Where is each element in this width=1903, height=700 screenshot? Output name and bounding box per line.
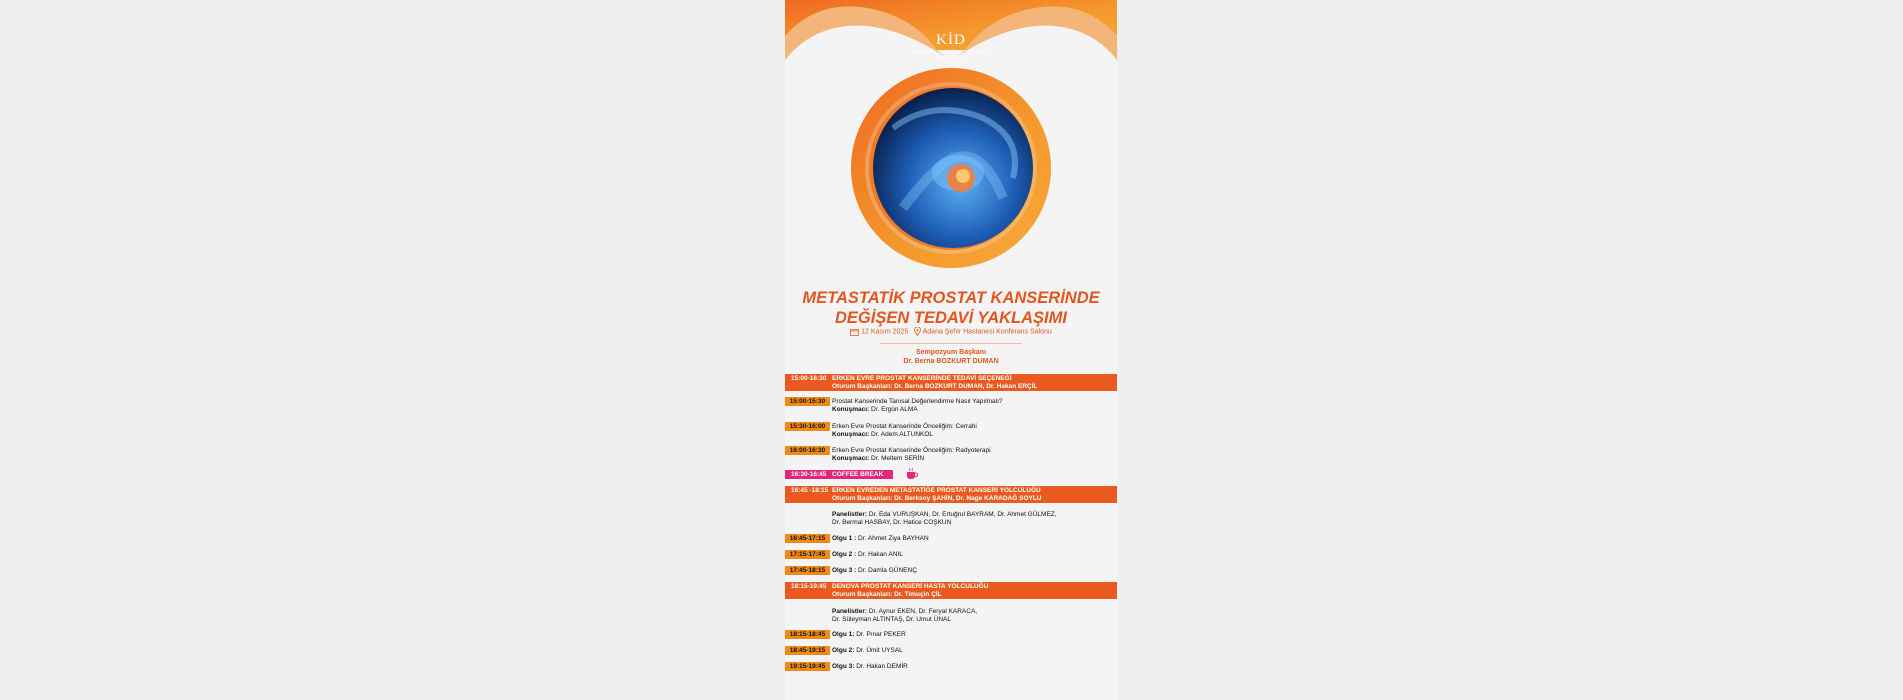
case-label: Olgu 3: — [832, 663, 855, 670]
session-chairs: Oturum Başkanları: Dr. Berksoy ŞAHİN, Dr. Nage KARADAĞ SOYLU — [832, 495, 1042, 502]
coffee-cup-icon — [905, 467, 919, 480]
logo-line-2: DERNEĞİ — [937, 56, 965, 61]
case-label: Olgu 1: — [832, 631, 855, 638]
session-title: DENOVA PROSTAT KANSERİ HASTA YOLCULUĞU — [832, 583, 989, 590]
row-time: 15:00-15:30 — [785, 397, 830, 406]
event-meta — [785, 327, 1117, 336]
panelists-line-2: Dr. Bermal HASBAY, Dr. Hatice COŞKUN — [832, 519, 952, 526]
row-time: 16:45-17:15 — [785, 534, 830, 543]
case-presenter: Dr. Pınar PEKER — [856, 631, 906, 638]
session-title: ERKEN EVRE PROSTAT KANSERİNDE TEDAVİ SEÇENEĞİ — [832, 375, 1012, 382]
session-header — [785, 582, 1117, 599]
row-time: 18:15-18:45 — [785, 630, 830, 639]
session-chairs: Oturum Başkanları: Dr. Berna BOZKURT DUMAN, Dr. Hakan ERÇİL — [832, 383, 1038, 390]
session-header — [785, 374, 1117, 391]
session-chairs: Oturum Başkanları: Dr. Timuçin ÇİL — [832, 591, 942, 598]
case-label: Olgu 1 : — [832, 535, 857, 542]
chair-name: Dr. Berna BOZKURT DUMAN — [903, 358, 999, 365]
talk-topic: Erken Evre Prostat Kanserinde Önceliğim: Radyoterapi — [832, 447, 991, 454]
case-presenter: Dr. Ümit UYSAL — [856, 647, 903, 654]
panelists-label: Panelistler: — [832, 511, 868, 518]
speaker-name: Dr. Ergün ALMA — [871, 406, 918, 413]
symposium-chair — [785, 348, 1117, 366]
session-time: 18:15-19:45 — [791, 583, 827, 590]
event-date: 12 Kasım 2025 — [861, 328, 909, 336]
case-label: Olgu 2 : — [832, 551, 857, 558]
divider — [880, 343, 1022, 344]
speaker-label: Konuşmacı: — [832, 406, 870, 413]
coffee-break — [785, 470, 893, 479]
case-presenter: Dr. Hakan DEMİR — [856, 663, 908, 670]
row-time: 17:15-17:45 — [785, 550, 830, 559]
session-time: 16:45 -18:15 — [791, 487, 829, 494]
case-presenter: Dr. Ahmet Ziya BAYHAN — [858, 535, 929, 542]
coffee-label: COFFEE BREAK — [832, 471, 884, 478]
chair-label: Sempozyum Başkanı — [915, 349, 987, 356]
session-header — [785, 486, 1117, 503]
session-time: 15:00-16:30 — [791, 375, 827, 382]
panelists-label: Panelistler: — [832, 608, 868, 615]
kid-logo — [785, 32, 1117, 61]
case-label: Olgu 2: — [832, 647, 855, 654]
case-presenter: Dr. Hakan ANIL — [858, 551, 903, 558]
row-time: 16:00-16:30 — [785, 446, 830, 455]
speaker-name: Dr. Meltem SERİN — [871, 455, 925, 462]
logo-mark: KİD — [936, 32, 966, 48]
row-time: 19:15-19:45 — [785, 662, 830, 671]
row-time: 17:45-18:15 — [785, 566, 830, 575]
title-line-1: METASTATİK PROSTAT KANSERİNDE — [802, 289, 1100, 307]
event-venue: Adana Şehir Hastanesi Konferans Salonu — [922, 328, 1052, 336]
case-presenter: Dr. Damla GÜNENÇ — [858, 567, 917, 574]
logo-line-1: KANSER İMMÜNOTERAPİSİ — [912, 51, 990, 56]
page-title — [785, 288, 1117, 328]
location-pin-icon — [914, 327, 921, 336]
speaker-name: Dr. Adem ALTUNKOL — [871, 431, 934, 438]
prostate-illustration — [873, 88, 1033, 248]
session-title: ERKEN EVREDEN METASTATİĞE PROSTAT KANSERİ YOLCULUĞU — [832, 487, 1041, 494]
panelists-line-1: Dr. Aynur EKEN, Dr. Feryal KARACA, — [868, 608, 978, 615]
row-time: 15:30-16:00 — [785, 422, 830, 431]
talk-topic: Erken Evre Prostat Kanserinde Önceliğim: Cerrahi — [832, 423, 977, 430]
row-time: 18:45-19:15 — [785, 646, 830, 655]
panelists-line-2: Dr. Süleyman ALTINTAŞ, Dr. Umut ÜNAL — [832, 616, 951, 623]
program-poster — [785, 0, 1117, 700]
title-line-2: DEĞİŞEN TEDAVİ YAKLAŞIMI — [835, 309, 1067, 327]
case-label: Olgu 3 : — [832, 567, 857, 574]
talk-topic: Prostat Kanserinde Tanısal Değerlendirme Nasıl Yapılmalı? — [832, 398, 1003, 405]
panelists-line-1: Dr. Eda VURUŞKAN, Dr. Ertuğrul BAYRAM, Dr. Ahmet GÜLMEZ, — [868, 511, 1057, 518]
speaker-label: Konuşmacı: — [832, 431, 870, 438]
coffee-time: 16:30-16:45 — [791, 471, 827, 478]
speaker-label: Konuşmacı: — [832, 455, 870, 462]
calendar-icon — [850, 328, 859, 336]
